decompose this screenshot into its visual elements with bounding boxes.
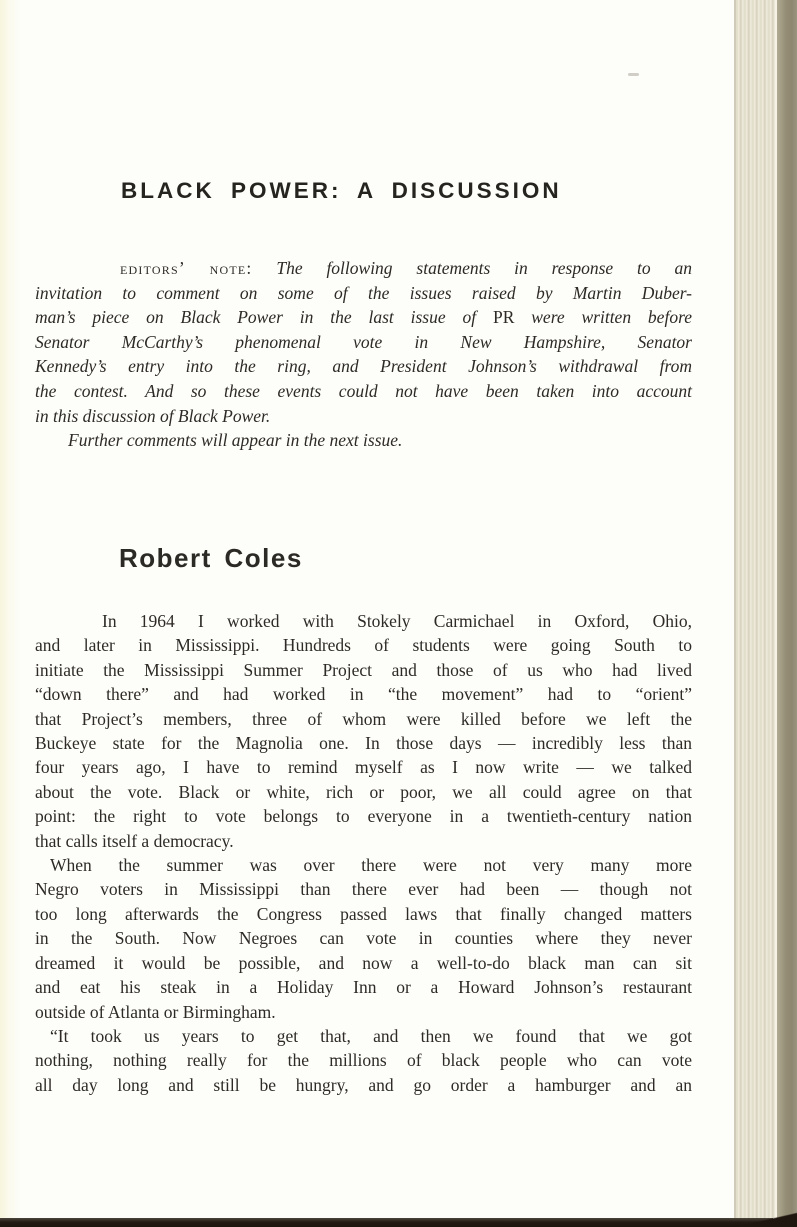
text-line: editors’ note: The following statements in response to an xyxy=(120,258,692,278)
paragraph xyxy=(35,1024,692,1097)
text-line: Kennedy’s entry into the ring, and President Johnson’s withdrawal from xyxy=(35,356,692,377)
text-line: point: the right to vote belongs to everyone in a twentieth-century nation xyxy=(35,806,692,827)
text-line: four years ago, I have to remind myself as I now write — we talked xyxy=(35,757,692,778)
text-line: man’s piece on Black Power in the last issue of PR were written before xyxy=(35,307,692,328)
text-line: In 1964 I worked with Stokely Carmichael in Oxford, Ohio, xyxy=(102,611,692,631)
editors-note xyxy=(35,256,692,453)
text-line: “It took us years to get that, and then we found that we got xyxy=(50,1025,692,1046)
paragraph xyxy=(35,256,692,428)
page-edges-texture xyxy=(736,0,776,1227)
text-line: about the vote. Black or white, rich or poor, we all could agree on that xyxy=(35,781,692,802)
text-line: in the South. Now Negroes can vote in counties where they never xyxy=(35,928,692,949)
scan-artifact-speck xyxy=(628,73,639,76)
text-line: Further comments will appear in the next issue. xyxy=(68,430,403,451)
text-line: dreamed it would be possible, and now a well-to-do black man can sit xyxy=(35,952,692,973)
book-bottom-shadow xyxy=(0,1218,773,1227)
text-line: “down there” and had worked in “the movement” had to “orient” xyxy=(35,684,692,705)
paragraph xyxy=(35,609,692,853)
paragraph xyxy=(35,853,692,1024)
text-line: all day long and still be hungry, and go order a hamburger and an xyxy=(35,1074,692,1095)
text-line: initiate the Mississippi Summer Project and those of us who had lived xyxy=(35,659,692,680)
text-line: that Project’s members, three of whom were killed before we left the xyxy=(35,708,692,729)
text-line: Negro voters in Mississippi than there ever had been — though not xyxy=(35,879,692,900)
text-line: nothing, nothing really for the millions of black people who can vote xyxy=(35,1050,692,1071)
bottom-right-shadow xyxy=(727,1211,797,1227)
book-binding-edge xyxy=(777,0,797,1227)
text-line: outside of Atlanta or Birmingham. xyxy=(35,1001,276,1022)
text-line: that calls itself a democracy. xyxy=(35,830,234,851)
article-title: BLACK POWER: A DISCUSSION xyxy=(121,178,562,204)
paragraph xyxy=(35,428,692,453)
text-line: and eat his steak in a Holiday Inn or a Howard Johnson’s restaurant xyxy=(35,977,692,998)
text-line: invitation to comment on some of the issues raised by Martin Duber- xyxy=(35,282,692,303)
text-line: the contest. And so these events could not have been taken into account xyxy=(35,380,692,401)
text-line: Senator McCarthy’s phenomenal vote in New Hampshire, Senator xyxy=(35,331,692,352)
text-line: and later in Mississippi. Hundreds of students were going South to xyxy=(35,635,692,656)
text-line: too long afterwards the Congress passed laws that finally changed matters xyxy=(35,903,692,924)
author-heading: Robert Coles xyxy=(119,542,303,573)
body-text xyxy=(35,609,692,1097)
text-line: Buckeye state for the Magnolia one. In those days — incredibly less than xyxy=(35,733,692,754)
text-line: in this discussion of Black Power. xyxy=(35,405,271,426)
text-line: When the summer was over there were not very many more xyxy=(50,855,692,876)
